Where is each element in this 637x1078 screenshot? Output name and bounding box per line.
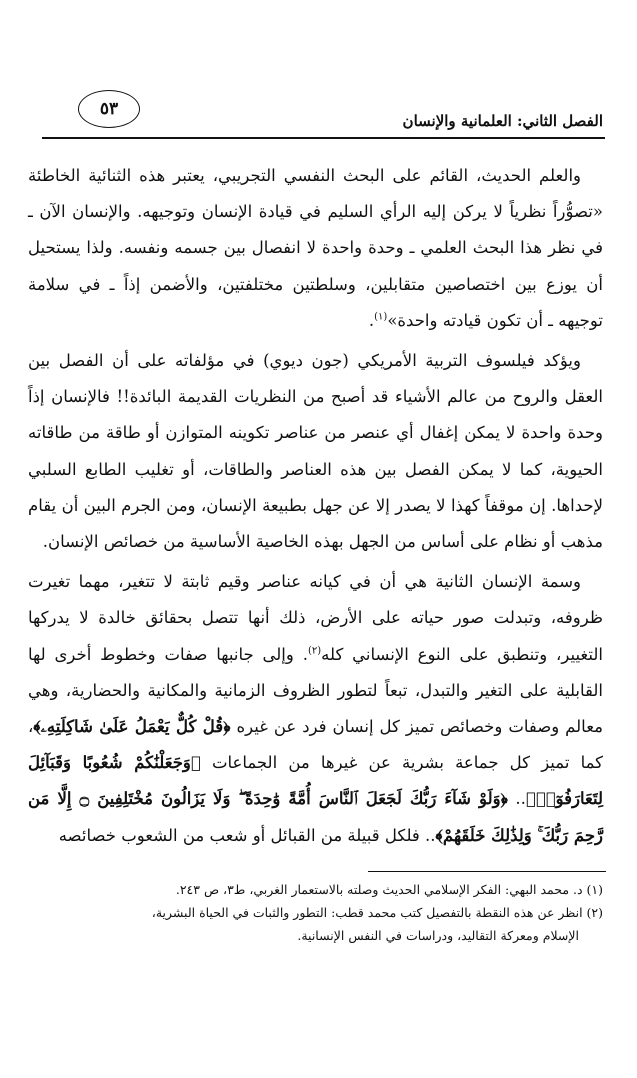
- paragraph-2-text: ويؤكد فيلسوف التربية الأمريكي (جون ديوي) في مؤلفاته على أن الفصل بين العقل والروح من عالم الأشياء قد أصبح من النظريات القديمة البائدة!! فالإنسان إذاً وحدة واحدة لا يمكن إغفال أي عنصر من عناصر تكوينه المتوازن أو طاقة من طاقاته الحيوية، كما لا يمكن الفصل بين هذه العناصر والطاقات، أو تغليب الطابع السلبي لإحداها. إن موقفاً كهذا لا يصدر إلا عن جهل بطبيعة الإنسان، ومن الجرم البين أن يقام مذهب أو نظام على أساس من الجهل بهذه الخاصية الأساسية من خصائص الإنسان.: [28, 351, 603, 552]
- paragraph-3-text-c: ، كما تميز كل جماعة بشرية عن غيرها من الجماعات: [28, 717, 603, 773]
- paragraph-1-text: والعلم الحديث، القائم على البحث النفسي التجريبي، يعتبر هذه الثنائية الخاطئة «تصوُّراً نظرياً لا يركن إليه الرأي السليم في قيادة الإنسان وتوجيهه. والإنسان الآن ـ في نظر هذا البحث العلمي ـ وحدة واحدة لا انفصال بين جسمه ونفسه. ولذا يستحيل أن يوزع بين اختصاصين متقابلين، وسلطتين مختلفتين، والأضمن إذاً ـ في سلامة توجيهه ـ أن تكون قيادته واحدة»: [28, 166, 603, 330]
- paragraph-2: [28, 343, 603, 560]
- footnote-2: (٢) انظر عن هذه النقطة بالتفصيل كتب محمد قطب: التطور والثبات في الحياة البشرية،: [151, 905, 603, 920]
- quran-verse-3: ﴿وَلَوْ شَآءَ رَبُّكَ لَجَعَلَ ٱلنَّاسَ أُمَّةً وَٰحِدَةً ۖ وَلَا يَزَالُونَ مُخْتَلِفِينَ ۝ إِلَّا مَن رَّحِمَ رَبُّكَ ۚ وَلِذَٰلِكَ خَلَقَهُمْ﴾: [28, 789, 603, 845]
- page-number: [78, 90, 140, 128]
- paragraph-3-text-d: ..: [507, 789, 526, 809]
- footnote-ref-1: (١): [374, 311, 388, 323]
- footnote-1: (١) د. محمد البهي: الفكر الإسلامي الحديث وصلته بالاستعمار الغربي، ط٣، ص ٢٤٣.: [175, 882, 603, 897]
- paragraph-3-text-a: وسمة الإنسان الثانية هي أن في كيانه عناصر وقيم ثابتة لا تتغير، مهما تغيرت ظروفه، وتبدلت صور حياته على الأرض، ذلك أنها تتصل بحقائق خالدة لا يدركها التغيير، وتنطبق على النوع الإنساني كله: [28, 572, 603, 664]
- footnote-2-continued: الإسلام ومعركة التقاليد، ودراسات في النفس الإنسانية.: [297, 928, 579, 943]
- paragraph-3: [28, 564, 603, 854]
- running-header: الفصل الثاني: العلمانية والإنسان: [402, 112, 603, 130]
- paragraph-3-text-b: . وإلى جانبها صفات وخطوط أخرى لها القابلية على التغير والتبدل، تبعاً لتطور الظروف الزمانية والمكانية والحضارية، وهي معالم وصفات وخصائص تميز كل إنسان فرد عن غيره: [28, 644, 604, 737]
- footnote-ref-2: (٢): [307, 645, 322, 657]
- page-number-text: ٥٣: [99, 99, 119, 119]
- quran-verse-1: ﴿قُلْ كُلٌّ يَعْمَلُ عَلَىٰ شَاكِلَتِهِۦ﴾: [33, 717, 231, 737]
- quran-verse-2: ﴿وَجَعَلْنَٰكُمْ شُعُوبًا وَقَبَآئِلَ لِتَعَارَفُوٓا۟﴾: [28, 753, 603, 809]
- main-text: [28, 158, 603, 854]
- paragraph-3-text-e: .. فلكل قبيلة من القبائل أو شعب من الشعوب خصائصه: [58, 825, 436, 845]
- paragraph-1: [28, 158, 603, 339]
- header-divider: [42, 137, 605, 139]
- footnotes: [28, 878, 603, 947]
- paragraph-1-end: .: [368, 310, 375, 330]
- footnote-divider: [368, 871, 606, 872]
